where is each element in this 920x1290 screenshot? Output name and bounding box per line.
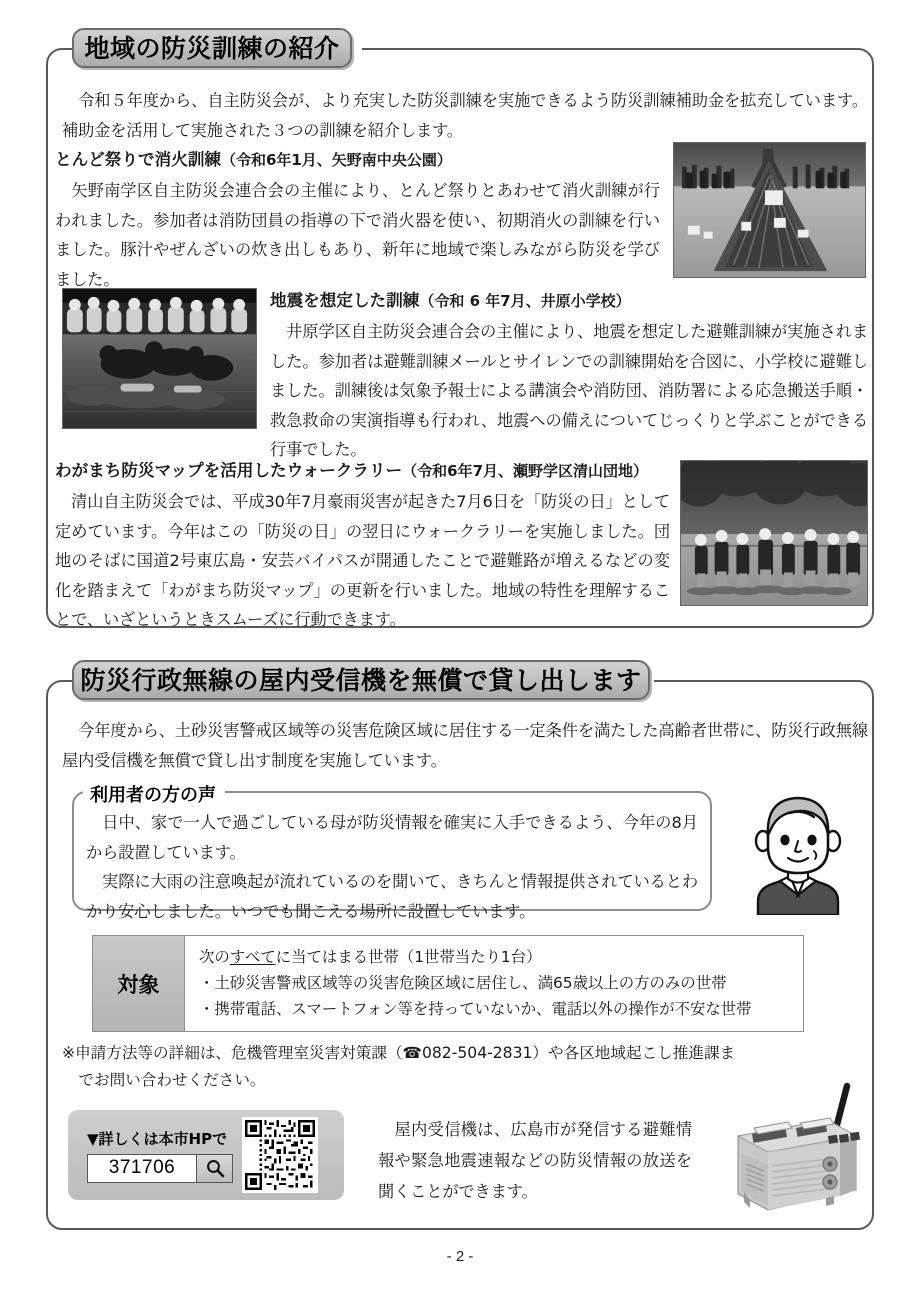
section2-title: 防災行政無線の屋内受信機を無償で貸し出します	[72, 660, 650, 700]
radio-description: 屋内受信機は、広島市が発信する避難情報や緊急地震速報などの防災情報の放送を聞くことができます。	[378, 1120, 692, 1201]
target-label: 対象	[93, 936, 185, 1031]
application-note-line1: ※申請方法等の詳細は、危機管理室災害対策課（☎082-504-2831）や各区地域起こし推進課ま	[62, 1044, 736, 1062]
target-lead-underline: すべて	[229, 948, 276, 966]
site-search-box[interactable]	[87, 1154, 233, 1183]
target-body	[185, 936, 803, 1031]
photo-walk-rally	[680, 460, 868, 606]
section1-item2-body: 井原学区自主防災会連合会の主催により、地震を想定した避難訓練が実施されました。参加者は避難訓練メールとサイレンでの訓練開始を合図に、小学校に避難しました。訓練後は気象予報士による講演会や消防団、消防署による応急搬送手順・救急救命の実演指導も行われ、地震への備えについてじっくりと学ぶことができる行事でした。	[270, 322, 868, 459]
item3-heading-paren: （令和6年7月、瀬野学区清山団地）	[402, 462, 649, 480]
search-code-value[interactable]: 371706	[108, 1157, 176, 1178]
target-table	[92, 935, 804, 1032]
photo-tondo-festival	[673, 142, 866, 278]
target-lead-after: に当てはまる世帯（1世帯当たり1台）	[275, 948, 542, 966]
item2-heading-paren: （令和 6 年7月、井原小学校）	[419, 292, 631, 310]
target-bullet-1: ・土砂災害警戒区域等の災害危険区域に居住し、満65歳以上の方のみの世帯	[199, 974, 727, 992]
qr-code[interactable]	[242, 1117, 318, 1193]
section1-item3-body: 清山自主防災会では、平成30年7月豪雨災害が起きた7月6日を「防災の日」として定めています。今年はこの「防災の日」の翌日にウォークラリーを実施しました。団地のそばに国道2号東広島・安芸バイパスが開通したことで避難路が増えるなどの変化を踏まえて「わがまち防災マップ」の更新を行いました。地域の特性を理解することで、いざというときスムーズに行動できます。	[55, 492, 670, 629]
item1-heading-paren: （令和6年1月、矢野南中央公園）	[220, 151, 452, 169]
user-illustration	[728, 783, 868, 915]
target-lead	[199, 944, 793, 970]
city-hp-caption: ▼詳しくは本市HPで	[87, 1129, 228, 1148]
item3-heading-text: わがまち防災マップを活用したウォークラリー	[55, 461, 403, 480]
user-voice-title: 利用者の方の声	[83, 781, 225, 807]
section1-item1-body: 矢野南学区自主防災会連合会の主催により、とんど祭りとあわせて消火訓練が行われました。参加者は消防団員の指導の下で消火器を使い、初期消火の訓練を行いました。豚汁やぜんざいの炊き出しもあり、新年に地域で楽しみながら防災を学びました。	[55, 181, 660, 289]
target-bullet-2: ・携帯電話、スマートフォン等を持っていないか、電話以外の操作が不安な世帯	[199, 1000, 752, 1018]
search-icon[interactable]	[196, 1155, 232, 1182]
user-voice-para1: 日中、家で一人で過ごしている母が防災情報を確実に入手できるよう、今年の8月から設置しています。	[86, 813, 698, 862]
section1-item3-heading	[55, 458, 648, 484]
section1-item2-heading	[270, 288, 631, 314]
section1-intro: 令和５年度から、自主防災会が、より充実した防災訓練を実施できるよう防災訓練補助金を拡充しています。補助金を活用して実施された３つの訓練を紹介します。	[62, 91, 868, 140]
city-hp-box[interactable]	[68, 1110, 344, 1200]
photo-earthquake-drill	[62, 288, 257, 429]
target-lead-before: 次の	[199, 948, 230, 966]
city-hp-left	[78, 1128, 233, 1183]
user-voice-para2: 実際に大雨の注意喚起が流れているのを聞いて、きちんと情報提供されているとわかり安心しました。いつでも聞こえる場所に設置しています。	[86, 872, 698, 921]
item1-heading-text: とんど祭りで消火訓練	[55, 150, 221, 169]
section2-intro: 今年度から、土砂災害警戒区域等の災害危険区域に居住する一定条件を満たした高齢者世帯に、防災行政無線屋内受信機を無償で貸し出す制度を実施しています。	[62, 721, 868, 770]
section1-item1-heading	[55, 147, 452, 173]
item2-heading-text: 地震を想定した訓練	[270, 291, 420, 310]
radio-receiver-photo	[716, 1078, 872, 1218]
section1-title: 地域の防災訓練の紹介	[72, 28, 352, 68]
application-note-line2: でお問い合わせください。	[78, 1071, 266, 1089]
page-number: - 2 -	[446, 1248, 474, 1265]
